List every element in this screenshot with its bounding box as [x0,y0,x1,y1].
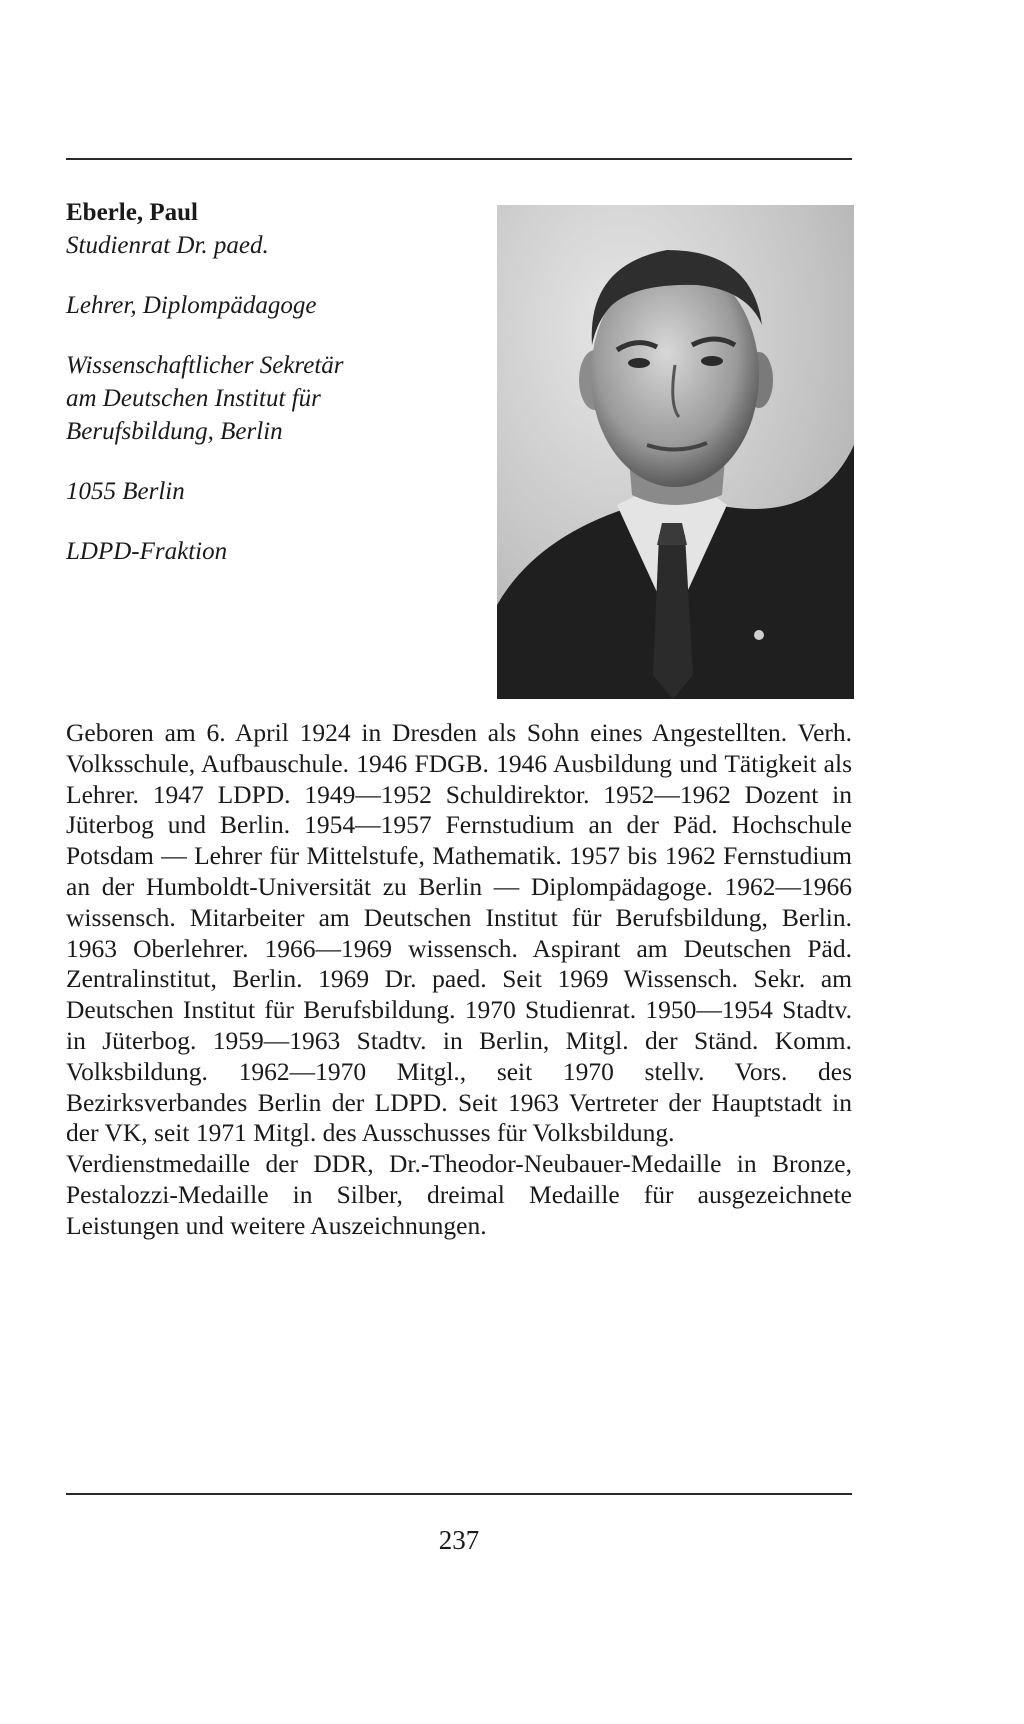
portrait-illustration [497,205,854,699]
person-name: Eberle, Paul [66,199,198,226]
person-faction: LDPD-Fraktion [66,538,228,565]
biography-text [66,718,852,1242]
page-number: 237 [438,1525,480,1555]
top-rule [66,158,852,160]
awards-paragraph: Verdienstmedaille der DDR, Dr.-Theodor-Neubauer-Medaille in Bronze, Pestalozzi-Medaille in Silber, dreimal Medaille für ausgezeichnete Leistungen und weitere Auszeichnungen. [66,1149,852,1240]
person-title: Studienrat Dr. paed. [66,232,269,259]
biography-paragraph: Geboren am 6. April 1924 in Dresden als Sohn eines Angestellten. Verh. Volksschule, Aufbauschule. 1946 FDGB. 1946 Ausbildung und Tätigkeit als Lehrer. 1947 LDPD. 1949—1952 Schuldirektor. 1952—1962 Dozent in Jüterbog und Berlin. 1954—1957 Fernstudium an der Päd. Hochschule Potsdam — Lehrer für Mittelstufe, Mathematik. 1957 bis 1962 Fernstudium an der Humboldt-Universität zu Berlin — Diplompädagoge. 1962—1966 wissensch. Mitarbeiter am Deutschen Institut für Berufsbildung, Berlin. 1963 Oberlehrer. 1966—1969 wissensch. Aspirant am Deutschen Päd. Zentralinstitut, Berlin. 1969 Dr. paed. Seit 1969 Wissensch. Sekr. am Deutschen Institut für Berufsbildung. 1970 Studienrat. 1950—1954 Stadtv. in Jüterbog. 1959—1963 Stadtv. in Berlin, Mitgl. der Ständ. Komm. Volksbildung. 1962—1970 Mitgl., seit 1970 stellv. Vors. des Bezirksverbandes Berlin der LDPD. Seit 1963 Vertreter der Hauptstadt in der VK, seit 1971 Mitgl. des Ausschusses für Volksbildung. [66,718,852,1148]
position-line: Wissenschaftlicher Sekretär [66,352,344,379]
portrait-photo [497,205,854,699]
person-profession: Lehrer, Diplompädagoge [66,292,317,319]
bottom-rule [66,1493,852,1495]
person-position [66,349,466,448]
position-line: Berufsbildung, Berlin [66,418,283,445]
position-line: am Deutschen Institut für [66,385,321,412]
entry-header [66,196,466,568]
person-address: 1055 Berlin [66,478,185,505]
